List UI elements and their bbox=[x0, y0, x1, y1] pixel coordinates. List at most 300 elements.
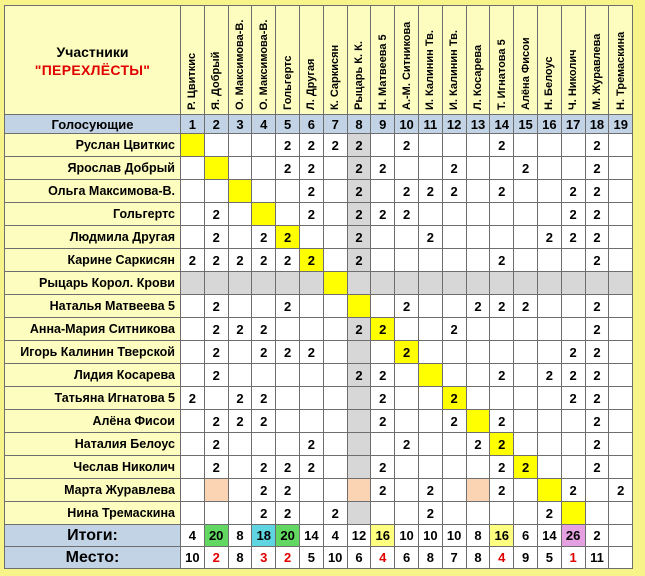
vote-cell bbox=[228, 203, 252, 226]
vote-cell: 2 bbox=[252, 502, 276, 525]
vote-cell bbox=[442, 272, 466, 295]
participant-name: Анна-Мария Ситникова bbox=[5, 318, 181, 341]
vote-cell bbox=[609, 318, 633, 341]
vote-cell bbox=[418, 203, 442, 226]
vote-cell bbox=[561, 456, 585, 479]
vote-cell bbox=[323, 433, 347, 456]
vote-cell bbox=[561, 295, 585, 318]
vote-cell: 2 bbox=[585, 249, 609, 272]
vote-cell: 2 bbox=[395, 203, 419, 226]
vote-cell: 2 bbox=[276, 295, 300, 318]
vote-cell bbox=[466, 226, 490, 249]
vote-cell bbox=[323, 295, 347, 318]
vote-cell: 2 bbox=[181, 249, 205, 272]
participant-name: Ярослав Добрый bbox=[5, 157, 181, 180]
total-cell: 26 bbox=[561, 525, 585, 547]
vote-cell: 2 bbox=[537, 364, 561, 387]
vote-cell: 2 bbox=[228, 318, 252, 341]
vote-cell: 2 bbox=[418, 479, 442, 502]
vote-cell: 2 bbox=[228, 387, 252, 410]
vote-cell: 2 bbox=[252, 456, 276, 479]
vote-cell bbox=[323, 226, 347, 249]
vote-cell bbox=[561, 134, 585, 157]
column-header bbox=[276, 6, 300, 115]
column-header-label: Л. Другая bbox=[305, 58, 318, 110]
vote-cell bbox=[466, 341, 490, 364]
column-header-label: Н. Тремаскина bbox=[614, 31, 627, 110]
voting-matrix bbox=[4, 5, 633, 569]
vote-cell bbox=[323, 387, 347, 410]
column-header-label: Рыцарь К. К. bbox=[352, 41, 365, 110]
vote-cell bbox=[395, 249, 419, 272]
vote-cell bbox=[228, 157, 252, 180]
table-row bbox=[5, 364, 633, 387]
vote-cell bbox=[276, 364, 300, 387]
column-header-label: М. Журавлева bbox=[590, 33, 603, 110]
vote-cell: 2 bbox=[395, 341, 419, 364]
vote-cell bbox=[609, 272, 633, 295]
vote-cell: 2 bbox=[442, 387, 466, 410]
table-row bbox=[5, 295, 633, 318]
total-cell: 12 bbox=[347, 525, 371, 547]
table-row bbox=[5, 479, 633, 502]
vote-cell: 2 bbox=[276, 456, 300, 479]
column-number: 9 bbox=[371, 115, 395, 134]
vote-cell: 2 bbox=[490, 479, 514, 502]
column-header bbox=[204, 6, 228, 115]
column-header-label: И. Калинин Тв. bbox=[448, 30, 461, 110]
vote-cell bbox=[204, 502, 228, 525]
vote-cell bbox=[181, 272, 205, 295]
vote-cell bbox=[466, 272, 490, 295]
column-header-label: А.-М. Ситникова bbox=[400, 21, 413, 110]
vote-cell: 2 bbox=[252, 479, 276, 502]
vote-cell bbox=[537, 341, 561, 364]
vote-cell bbox=[181, 134, 205, 157]
vote-cell: 2 bbox=[442, 157, 466, 180]
vote-cell: 2 bbox=[585, 318, 609, 341]
vote-cell bbox=[466, 134, 490, 157]
place-cell bbox=[609, 547, 633, 569]
total-cell: 14 bbox=[299, 525, 323, 547]
vote-cell bbox=[181, 180, 205, 203]
vote-cell bbox=[252, 157, 276, 180]
vote-cell: 2 bbox=[323, 134, 347, 157]
total-cell: 8 bbox=[228, 525, 252, 547]
place-cell: 6 bbox=[395, 547, 419, 569]
vote-cell bbox=[466, 479, 490, 502]
table-title: Участники bbox=[56, 44, 129, 60]
vote-cell bbox=[514, 410, 538, 433]
table-row bbox=[5, 456, 633, 479]
vote-cell bbox=[395, 318, 419, 341]
vote-cell bbox=[609, 134, 633, 157]
vote-cell bbox=[418, 249, 442, 272]
total-cell: 4 bbox=[181, 525, 205, 547]
vote-cell bbox=[323, 479, 347, 502]
vote-cell bbox=[299, 479, 323, 502]
vote-cell: 2 bbox=[347, 249, 371, 272]
vote-cell bbox=[418, 433, 442, 456]
vote-cell bbox=[299, 226, 323, 249]
total-cell: 10 bbox=[418, 525, 442, 547]
vote-cell bbox=[228, 502, 252, 525]
vote-cell bbox=[418, 387, 442, 410]
vote-cell: 2 bbox=[585, 364, 609, 387]
column-number: 6 bbox=[299, 115, 323, 134]
vote-cell bbox=[395, 364, 419, 387]
participant-name: Ольга Максимова-В. bbox=[5, 180, 181, 203]
vote-cell: 2 bbox=[561, 341, 585, 364]
voters-label: Голосующие bbox=[5, 115, 181, 134]
vote-cell bbox=[181, 502, 205, 525]
vote-cell bbox=[466, 502, 490, 525]
vote-cell: 2 bbox=[204, 410, 228, 433]
column-header bbox=[537, 6, 561, 115]
table-row bbox=[5, 318, 633, 341]
place-cell: 4 bbox=[490, 547, 514, 569]
vote-cell: 2 bbox=[490, 249, 514, 272]
vote-cell bbox=[395, 410, 419, 433]
vote-cell bbox=[490, 226, 514, 249]
vote-cell bbox=[537, 134, 561, 157]
place-cell: 3 bbox=[252, 547, 276, 569]
vote-cell bbox=[347, 479, 371, 502]
vote-cell: 2 bbox=[585, 180, 609, 203]
vote-cell bbox=[276, 203, 300, 226]
vote-cell bbox=[585, 272, 609, 295]
column-header bbox=[181, 6, 205, 115]
vote-cell: 2 bbox=[204, 341, 228, 364]
vote-cell bbox=[514, 249, 538, 272]
total-cell: 4 bbox=[323, 525, 347, 547]
vote-cell bbox=[609, 410, 633, 433]
vote-cell: 2 bbox=[395, 180, 419, 203]
column-header-label: Н. Белоус bbox=[543, 56, 556, 110]
vote-cell bbox=[418, 157, 442, 180]
column-number: 18 bbox=[585, 115, 609, 134]
participant-name: Людмила Другая bbox=[5, 226, 181, 249]
participant-name: Марта Журавлева bbox=[5, 479, 181, 502]
table-row bbox=[5, 249, 633, 272]
table-row bbox=[5, 502, 633, 525]
vote-cell: 2 bbox=[395, 433, 419, 456]
table-row bbox=[5, 387, 633, 410]
vote-cell: 2 bbox=[371, 479, 395, 502]
column-header-label: Р. Цвиткис bbox=[186, 52, 199, 110]
vote-cell bbox=[537, 433, 561, 456]
table-row bbox=[5, 180, 633, 203]
column-header bbox=[466, 6, 490, 115]
vote-cell: 2 bbox=[585, 295, 609, 318]
participant-name: Наталья Матвеева 5 bbox=[5, 295, 181, 318]
vote-cell bbox=[514, 341, 538, 364]
vote-cell bbox=[442, 226, 466, 249]
vote-cell bbox=[181, 203, 205, 226]
column-header-label: О. Максимова-В. bbox=[257, 19, 270, 110]
vote-cell: 2 bbox=[299, 180, 323, 203]
vote-cell bbox=[204, 272, 228, 295]
vote-cell: 2 bbox=[442, 180, 466, 203]
vote-cell: 2 bbox=[490, 134, 514, 157]
vote-cell bbox=[395, 479, 419, 502]
vote-cell: 2 bbox=[252, 387, 276, 410]
vote-cell bbox=[418, 341, 442, 364]
vote-cell: 2 bbox=[204, 318, 228, 341]
place-cell: 2 bbox=[204, 547, 228, 569]
participant-name: Татьяна Игнатова 5 bbox=[5, 387, 181, 410]
column-header bbox=[490, 6, 514, 115]
vote-cell bbox=[347, 272, 371, 295]
vote-cell bbox=[323, 272, 347, 295]
vote-cell bbox=[609, 180, 633, 203]
vote-cell: 2 bbox=[585, 410, 609, 433]
vote-cell: 2 bbox=[466, 295, 490, 318]
table-row bbox=[5, 157, 633, 180]
vote-cell bbox=[418, 318, 442, 341]
vote-cell bbox=[181, 226, 205, 249]
vote-cell: 2 bbox=[371, 364, 395, 387]
vote-cell: 2 bbox=[514, 157, 538, 180]
participant-name: Карине Саркисян bbox=[5, 249, 181, 272]
vote-cell bbox=[490, 502, 514, 525]
vote-cell: 2 bbox=[442, 318, 466, 341]
vote-cell bbox=[181, 341, 205, 364]
totals-label: Итоги: bbox=[5, 525, 181, 547]
vote-cell: 2 bbox=[490, 410, 514, 433]
place-cell: 10 bbox=[323, 547, 347, 569]
column-header bbox=[371, 6, 395, 115]
column-header bbox=[442, 6, 466, 115]
vote-cell bbox=[347, 341, 371, 364]
column-header-label: Л. Косарева bbox=[471, 44, 484, 110]
vote-cell bbox=[490, 387, 514, 410]
vote-cell: 2 bbox=[466, 433, 490, 456]
vote-cell bbox=[537, 479, 561, 502]
vote-cell bbox=[276, 180, 300, 203]
vote-cell: 2 bbox=[299, 433, 323, 456]
vote-cell bbox=[442, 479, 466, 502]
table-row bbox=[5, 433, 633, 456]
table-row bbox=[5, 203, 633, 226]
vote-cell bbox=[323, 364, 347, 387]
vote-cell: 2 bbox=[371, 410, 395, 433]
vote-cell: 2 bbox=[276, 249, 300, 272]
vote-cell bbox=[252, 433, 276, 456]
vote-cell bbox=[371, 249, 395, 272]
vote-cell bbox=[395, 272, 419, 295]
place-cell: 6 bbox=[347, 547, 371, 569]
column-header bbox=[609, 6, 633, 115]
total-cell: 14 bbox=[537, 525, 561, 547]
vote-cell bbox=[466, 180, 490, 203]
vote-cell: 2 bbox=[276, 157, 300, 180]
total-cell: 10 bbox=[442, 525, 466, 547]
vote-cell bbox=[418, 134, 442, 157]
vote-cell bbox=[490, 272, 514, 295]
vote-cell bbox=[442, 203, 466, 226]
header-title-cell bbox=[5, 6, 181, 115]
vote-cell bbox=[609, 502, 633, 525]
total-cell: 18 bbox=[252, 525, 276, 547]
vote-cell bbox=[537, 387, 561, 410]
vote-cell bbox=[442, 341, 466, 364]
participant-name: Алёна Фисои bbox=[5, 410, 181, 433]
participant-name: Чеслав Николич bbox=[5, 456, 181, 479]
vote-cell bbox=[228, 226, 252, 249]
vote-cell: 2 bbox=[537, 226, 561, 249]
vote-cell bbox=[466, 203, 490, 226]
column-header bbox=[228, 6, 252, 115]
vote-cell: 2 bbox=[276, 226, 300, 249]
vote-cell bbox=[514, 134, 538, 157]
vote-cell bbox=[299, 295, 323, 318]
vote-cell bbox=[181, 157, 205, 180]
column-header bbox=[252, 6, 276, 115]
vote-cell bbox=[323, 180, 347, 203]
vote-cell: 2 bbox=[347, 134, 371, 157]
vote-cell bbox=[371, 341, 395, 364]
total-cell: 16 bbox=[371, 525, 395, 547]
vote-cell: 2 bbox=[252, 226, 276, 249]
vote-cell bbox=[561, 502, 585, 525]
column-number: 8 bbox=[347, 115, 371, 134]
vote-cell bbox=[514, 203, 538, 226]
column-header-label: Ч. Николич bbox=[567, 49, 580, 110]
vote-cell: 2 bbox=[252, 249, 276, 272]
column-header-label: Гольгертс bbox=[281, 55, 294, 110]
table-row bbox=[5, 272, 633, 295]
vote-cell: 2 bbox=[514, 456, 538, 479]
participant-name: Гольгертс bbox=[5, 203, 181, 226]
vote-cell bbox=[204, 157, 228, 180]
vote-cell: 2 bbox=[276, 341, 300, 364]
vote-cell bbox=[228, 341, 252, 364]
vote-cell bbox=[323, 249, 347, 272]
vote-cell: 2 bbox=[204, 249, 228, 272]
vote-cell bbox=[442, 134, 466, 157]
vote-cell bbox=[537, 318, 561, 341]
vote-cell bbox=[537, 249, 561, 272]
vote-cell bbox=[514, 502, 538, 525]
vote-cell bbox=[514, 364, 538, 387]
vote-cell: 2 bbox=[561, 364, 585, 387]
vote-cell bbox=[371, 502, 395, 525]
total-cell bbox=[609, 525, 633, 547]
vote-cell bbox=[514, 433, 538, 456]
vote-cell: 2 bbox=[204, 456, 228, 479]
vote-cell: 2 bbox=[561, 226, 585, 249]
vote-cell bbox=[609, 295, 633, 318]
vote-cell bbox=[299, 502, 323, 525]
vote-cell bbox=[252, 180, 276, 203]
places-label: Место: bbox=[5, 547, 181, 569]
vote-cell bbox=[537, 203, 561, 226]
place-cell: 4 bbox=[371, 547, 395, 569]
vote-cell bbox=[252, 364, 276, 387]
vote-cell bbox=[490, 157, 514, 180]
column-number: 17 bbox=[561, 115, 585, 134]
vote-cell bbox=[299, 387, 323, 410]
vote-cell: 2 bbox=[585, 203, 609, 226]
place-cell: 2 bbox=[276, 547, 300, 569]
vote-cell: 2 bbox=[371, 318, 395, 341]
vote-cell: 2 bbox=[371, 387, 395, 410]
vote-cell bbox=[371, 134, 395, 157]
place-cell: 5 bbox=[299, 547, 323, 569]
column-header bbox=[514, 6, 538, 115]
vote-cell bbox=[418, 272, 442, 295]
column-header-label: К. Саркисян bbox=[329, 44, 342, 110]
participant-name: Наталия Белоус bbox=[5, 433, 181, 456]
column-header bbox=[585, 6, 609, 115]
vote-cell bbox=[561, 249, 585, 272]
vote-cell: 2 bbox=[418, 226, 442, 249]
vote-cell bbox=[561, 433, 585, 456]
vote-cell bbox=[252, 295, 276, 318]
vote-cell bbox=[228, 456, 252, 479]
vote-cell bbox=[395, 502, 419, 525]
vote-cell bbox=[323, 341, 347, 364]
column-number: 2 bbox=[204, 115, 228, 134]
place-cell: 8 bbox=[228, 547, 252, 569]
vote-cell: 2 bbox=[347, 203, 371, 226]
vote-cell bbox=[228, 180, 252, 203]
vote-cell bbox=[609, 387, 633, 410]
vote-cell bbox=[514, 318, 538, 341]
vote-cell: 2 bbox=[323, 502, 347, 525]
vote-cell: 2 bbox=[299, 456, 323, 479]
column-header-label: Алёна Фисои bbox=[519, 37, 532, 110]
place-cell: 5 bbox=[537, 547, 561, 569]
vote-cell bbox=[609, 157, 633, 180]
column-number: 15 bbox=[514, 115, 538, 134]
vote-cell bbox=[395, 226, 419, 249]
column-header bbox=[418, 6, 442, 115]
vote-cell bbox=[442, 433, 466, 456]
vote-cell bbox=[323, 410, 347, 433]
vote-cell bbox=[466, 410, 490, 433]
column-header-label: Т. Игнатова 5 bbox=[495, 39, 508, 110]
vote-cell: 2 bbox=[299, 249, 323, 272]
vote-cell bbox=[228, 479, 252, 502]
vote-cell: 2 bbox=[276, 134, 300, 157]
total-cell: 16 bbox=[490, 525, 514, 547]
vote-cell bbox=[276, 318, 300, 341]
vote-cell: 2 bbox=[585, 433, 609, 456]
column-header-label: Н. Матвеева 5 bbox=[376, 34, 389, 110]
vote-cell: 2 bbox=[276, 502, 300, 525]
column-header-label: Я. Добрый bbox=[210, 51, 223, 110]
vote-cell: 2 bbox=[490, 295, 514, 318]
vote-cell bbox=[490, 341, 514, 364]
vote-cell bbox=[181, 318, 205, 341]
vote-cell: 2 bbox=[395, 134, 419, 157]
vote-cell bbox=[323, 318, 347, 341]
vote-cell bbox=[418, 364, 442, 387]
vote-cell bbox=[204, 134, 228, 157]
vote-cell: 2 bbox=[561, 387, 585, 410]
vote-cell bbox=[276, 387, 300, 410]
vote-cell bbox=[466, 157, 490, 180]
vote-cell bbox=[514, 387, 538, 410]
vote-cell bbox=[609, 203, 633, 226]
vote-cell: 2 bbox=[537, 502, 561, 525]
place-cell: 7 bbox=[442, 547, 466, 569]
vote-cell bbox=[418, 410, 442, 433]
column-number: 5 bbox=[276, 115, 300, 134]
vote-cell: 2 bbox=[299, 203, 323, 226]
